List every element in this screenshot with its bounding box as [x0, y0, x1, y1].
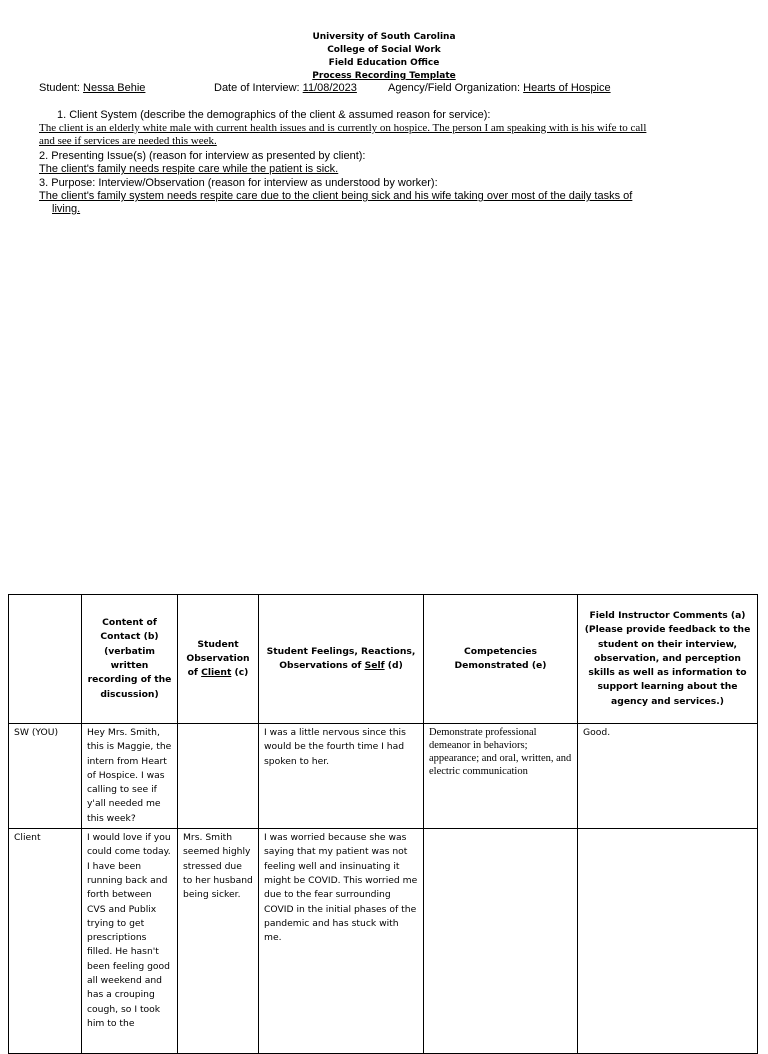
- header-instructor-comments: Field Instructor Comments (a) (Please provide feedback to the student on their interview, observation, and perception skills as well as information to support learning about the agency and services.): [578, 595, 758, 724]
- office-name: Field Education Office: [328, 58, 440, 68]
- table-row: [9, 829, 758, 1054]
- section-1-text-line1: The client is an elderly white male with current health issues and is currently on hospice. The person I am speaking with is his wife to call: [39, 122, 647, 134]
- header-obs-pre: Student Observation of: [186, 638, 250, 679]
- table-row: [9, 724, 758, 829]
- row-content: Hey Mrs. Smith, this is Maggie, the intern from Heart of Hospice. I was calling to see if y'all needed me this week?: [82, 724, 178, 829]
- college-name: College of Social Work: [327, 45, 441, 55]
- row-feelings: I was a little nervous since this would be the fourth time I had spoken to her.: [259, 724, 424, 829]
- section-purpose: [39, 177, 689, 216]
- row-speaker: Client: [9, 829, 82, 1054]
- student-label: Student:: [39, 82, 80, 94]
- row-content: I would love if you could come today. I have been running back and forth between CVS and Publix trying to get prescriptions filled. He hasn't been feeling good all weekend and has a crouping cough, so I took him to the: [82, 829, 178, 1054]
- row-competencies: Demonstrate professional demeanor in behaviors; appearance; and oral, written, and electric communication: [424, 724, 578, 829]
- process-recording-table: [8, 594, 758, 1054]
- row-speaker: SW (YOU): [9, 724, 82, 829]
- section-3-text-line1: The client's family system needs respite care due to the client being sick and his wife taking over most of the daily tasks of: [39, 190, 633, 202]
- row-observation: Mrs. Smith seemed highly stressed due to her husband being sicker.: [178, 829, 259, 1054]
- template-title: Process Recording Template: [312, 71, 456, 81]
- document-header: [0, 31, 768, 83]
- interview-meta: [39, 82, 739, 95]
- section-3-text-line2: living.: [52, 203, 81, 215]
- row-competencies: [424, 829, 578, 1054]
- header-feel-post: (d): [384, 660, 403, 671]
- header-speaker: [9, 595, 82, 724]
- row-observation: [178, 724, 259, 829]
- date-value: 11/08/2023: [302, 82, 357, 94]
- section-2-text: The client's family needs respite care while the patient is sick.: [39, 163, 339, 175]
- agency-label: Agency/Field Organization:: [388, 82, 521, 94]
- row-comments: Good.: [578, 724, 758, 829]
- header-feel-pre: Student Feelings, Reactions, Observations of: [266, 645, 416, 671]
- header-feelings: [259, 595, 424, 724]
- section-2-label: 2. Presenting Issue(s) (reason for interview as presented by client):: [39, 150, 366, 162]
- section-presenting-issue: [39, 150, 689, 176]
- section-3-label: 3. Purpose: Interview/Observation (reason for interview as understood by worker):: [39, 177, 438, 189]
- header-student-observation: [178, 595, 259, 724]
- agency-field: [388, 82, 611, 95]
- header-content: Content of Contact (b) (verbatim written recording of the discussion): [82, 595, 178, 724]
- header-competencies: Competencies Demonstrated (e): [424, 595, 578, 724]
- student-name: Nessa Behie: [83, 82, 146, 94]
- agency-value: Hearts of Hospice: [523, 82, 611, 94]
- date-label: Date of Interview:: [214, 82, 300, 94]
- section-1-label: 1. Client System (describe the demographics of the client & assumed reason for service):: [57, 109, 491, 121]
- section-client-system: [39, 109, 689, 148]
- section-1-text-line2: and see if services are needed this week.: [39, 135, 217, 147]
- date-field: [214, 82, 357, 95]
- row-feelings: I was worried because she was saying that my patient was not feeling well and insinuating it might be COVID. This worried me due to the fear surrounding COVID in the initial phases of the pandemic and has stuck with me.: [259, 829, 424, 1054]
- header-feel-ul: Self: [364, 660, 385, 671]
- row-comments: [578, 829, 758, 1054]
- header-obs-post: (c): [231, 667, 249, 679]
- table-header-row: [9, 595, 758, 724]
- university-name: University of South Carolina: [312, 32, 456, 42]
- header-obs-ul: Client: [201, 667, 232, 679]
